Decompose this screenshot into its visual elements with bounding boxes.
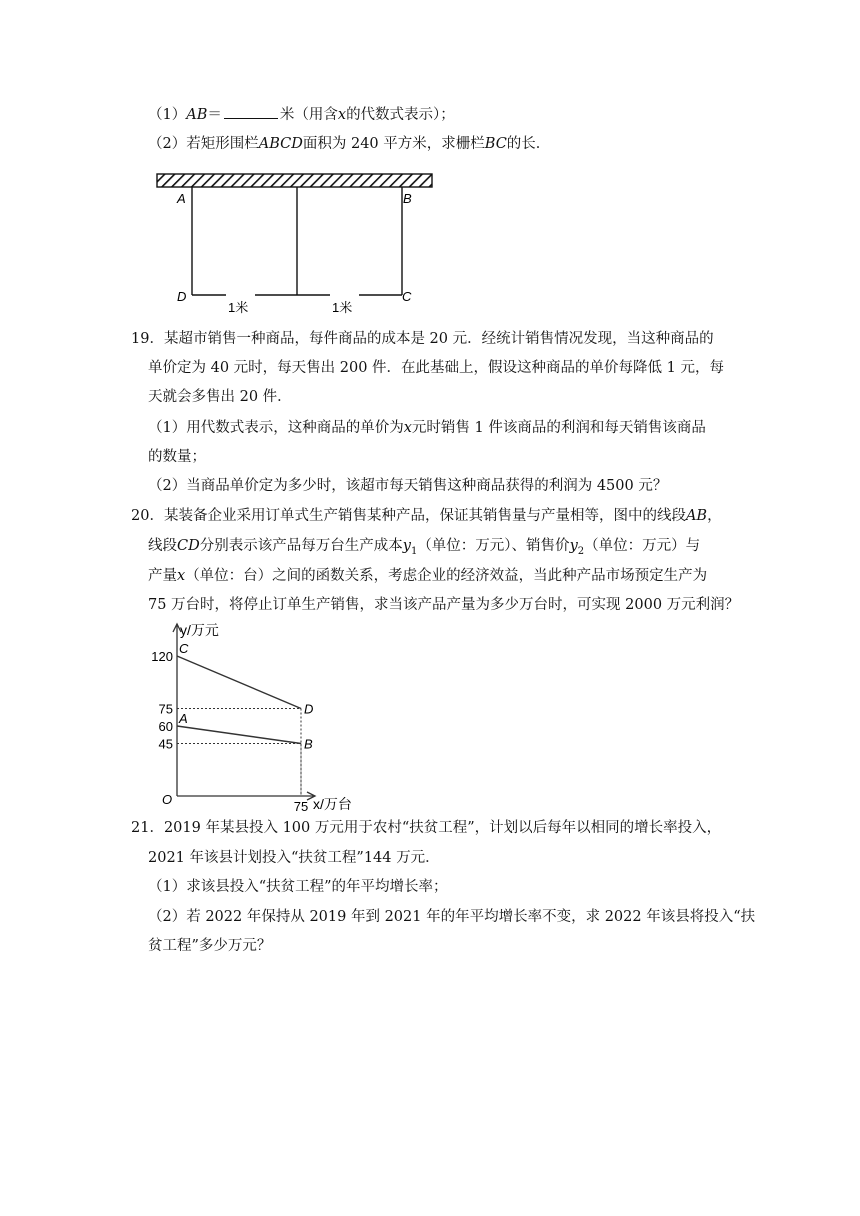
gap-label-2: 1米: [332, 300, 353, 315]
guide-lines: [177, 709, 301, 797]
q18-part2: [148, 134, 550, 154]
q18-part2-text-b: 面积为 240 平方米，求栅栏: [302, 136, 485, 152]
wall-hatched: [157, 174, 432, 187]
q20-line1-text: 20．某装备企业采用订单式生产销售某种产品，保证其销售量与产量相等，图中的线段: [131, 508, 686, 524]
q19-line2: 单价定为 40 元时，每天售出 200 件．在此基础上，假设这种商品的单价每降低 1 元，每: [148, 360, 725, 376]
subscript-1: 1: [410, 545, 418, 557]
label-d: D: [177, 289, 187, 304]
q18-part1-text-b: 的代数式表示）；: [346, 107, 455, 123]
point-label-c: C: [179, 641, 189, 656]
q20-line2: [148, 536, 700, 562]
q20-line2-text-c: （单位：万元）、销售价: [417, 538, 570, 554]
q19-part1-text-b: 元时销售 1 件该商品的利润和每天销售该商品: [411, 420, 706, 436]
q18-part1-text-a: 米（用含: [279, 107, 338, 123]
q19-part1: [148, 418, 706, 438]
label-c: C: [402, 289, 412, 304]
q21-part1: （1）求该县投入“扶贫工程”的年平均增长率；: [148, 879, 448, 895]
q18-part2-text-a: （2）若矩形围栏: [148, 136, 259, 152]
tick-labels: [151, 649, 308, 812]
q19-part1-cont: 的数量；: [148, 449, 206, 465]
point-labels: [178, 641, 313, 752]
y-tick-75: 75: [158, 701, 173, 717]
var-abcd: ABCD: [258, 136, 303, 152]
segment-ab: [177, 726, 301, 744]
q20-line2-text-b: 分别表示该产品每万台生产成本: [199, 538, 403, 554]
q18-part2-text-c: 的长．: [506, 136, 551, 152]
series-lines: [177, 656, 301, 744]
var-y1: y: [402, 538, 411, 554]
var-x: x: [403, 420, 412, 436]
x-axis-label: x/万台: [313, 796, 352, 812]
subscript-2: 2: [577, 545, 585, 557]
q19-part1-text-a: （1）用代数式表示，这种商品的单价为: [148, 420, 404, 436]
y-tick-45: 45: [158, 736, 173, 752]
y-axis-label: y/万元: [180, 622, 219, 638]
q21-part2-cont: 贫工程”多少万元？: [148, 938, 272, 954]
q20-line3-text-a: 产量: [148, 568, 177, 584]
q18-part1-prefix: （1）: [148, 107, 187, 123]
q18-equals: ＝: [207, 107, 222, 123]
point-label-b: B: [304, 736, 313, 752]
x-tick-75: 75: [293, 799, 309, 812]
q20-line3: [148, 566, 707, 586]
q20-line4: 75 万台时，将停止订单生产销售，求当该产品产量为多少万台时，可实现 2000 万元利润？: [148, 597, 740, 613]
origin-label: O: [162, 792, 173, 807]
var-x: x: [337, 107, 347, 123]
label-a: A: [177, 191, 186, 206]
var-ab: AB: [186, 107, 208, 123]
q19-line3: 天就会多售出 20 件．: [148, 389, 292, 405]
point-label-a: A: [179, 711, 188, 726]
q20-line2-text-a: 线段: [148, 538, 177, 554]
var-y2: y: [569, 538, 578, 554]
var-x: x: [177, 568, 186, 584]
y-tick-120: 120: [151, 649, 173, 664]
point-label-d: D: [304, 701, 314, 717]
var-ab: AB: [685, 508, 708, 524]
label-b: B: [403, 191, 412, 206]
q18-part1: [148, 104, 455, 125]
fence-figure: [150, 168, 440, 318]
q20-line1: [131, 506, 722, 526]
function-graph: [140, 620, 370, 812]
q21-line2: 2021 年该县计划投入“扶贫工程”144 万元．: [148, 850, 440, 866]
answer-blank: [224, 104, 278, 119]
gap-label-1: 1米: [228, 300, 249, 315]
q19-part2: （2）当商品单价定为多少时，该超市每天销售这种商品获得的利润为 4500 元？: [148, 478, 668, 494]
q21-line1: 21．2019 年某县投入 100 万元用于农村“扶贫工程”，计划以后每年以相同的增长率投入，: [131, 820, 722, 836]
q20-line3-text-b: （单位：台）之间的函数关系，考虑企业的经济效益，当此种产品市场预定生产为: [185, 568, 708, 584]
axes: [162, 622, 352, 812]
segment-cd: [177, 656, 301, 709]
var-cd: CD: [177, 538, 200, 554]
y-tick-60: 60: [158, 719, 173, 734]
var-bc: BC: [484, 136, 507, 152]
q19-line1: 19．某超市销售一种商品，每件商品的成本是 20 元．经统计销售情况发现，当这种商品的: [131, 331, 714, 347]
q21-part2: （2）若 2022 年保持从 2019 年到 2021 年的年平均增长率不变，求 2022 年该县将投入“扶: [148, 909, 756, 925]
q20-line1-comma: ，: [707, 508, 722, 524]
q20-line2-text-d: （单位：万元）与: [584, 538, 701, 554]
